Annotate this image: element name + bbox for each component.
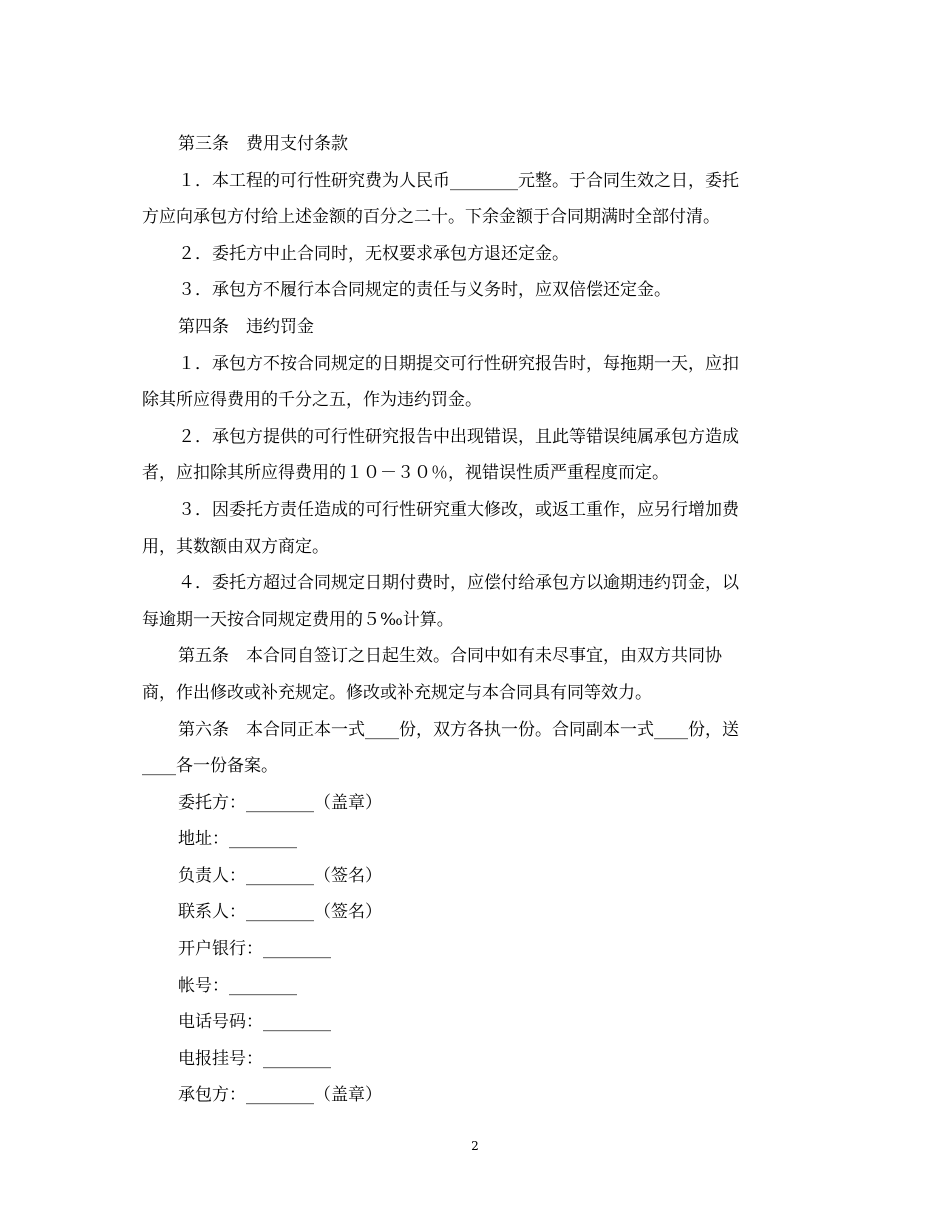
text-line: ２．委托方中止合同时，无权要求承包方退还定金。 xyxy=(178,243,569,264)
text-line: ３．因委托方责任造成的可行性研究重大修改，或返工重作，应另行增加费 xyxy=(178,499,739,520)
text-line: 者，应扣除其所应得费用的１０－３０％，视错误性质严重程度而定。 xyxy=(142,463,669,484)
text-line: 开户银行：________ xyxy=(178,939,331,960)
text-line: ２．承包方提供的可行性研究报告中出现错误，且此等错误纯属承包方造成 xyxy=(178,426,739,447)
text-line: 商，作出修改或补充规定。修改或补充规定与本合同具有同等效力。 xyxy=(142,682,652,703)
text-line: 电报挂号：________ xyxy=(178,1048,331,1069)
text-line: 负责人：________（签名） xyxy=(178,865,382,886)
text-line: 第四条 违约罚金 xyxy=(178,316,314,337)
text-line: １．承包方不按合同规定的日期提交可行性研究报告时，每拖期一天，应扣 xyxy=(178,353,739,374)
text-line: 第三条 费用支付条款 xyxy=(178,134,348,154)
text-line: 方应向承包方付给上述金额的百分之二十。下余金额于合同期满时全部付清。 xyxy=(142,207,720,228)
text-line: 第五条 本合同自签订之日起生效。合同中如有未尽事宜，由双方共同协 xyxy=(178,646,722,667)
text-line: 帐号：________ xyxy=(178,975,297,996)
text-line: 承包方：________（盖章） xyxy=(178,1085,382,1106)
text-line: ____各一份备案。 xyxy=(142,756,278,777)
document-body xyxy=(142,126,802,1114)
text-line: 联系人：________（签名） xyxy=(178,902,382,923)
page-number: 2 xyxy=(471,1139,479,1153)
text-line: 委托方：________（盖章） xyxy=(178,792,382,813)
text-line: 电话号码：________ xyxy=(178,1012,331,1033)
text-line: 每逾期一天按合同规定费用的５‰计算。 xyxy=(142,609,454,630)
text-line: 用，其数额由双方商定。 xyxy=(142,536,329,557)
text-line: ４．委托方超过合同规定日期付费时，应偿付给承包方以逾期违约罚金，以 xyxy=(178,573,739,594)
text-line: 第六条 本合同正本一式____份，双方各执一份。合同副本一式____份，送 xyxy=(178,719,739,740)
text-line: １．本工程的可行性研究费为人民币________元整。于合同生效之日，委托 xyxy=(178,170,739,191)
text-line: 地址：________ xyxy=(178,829,297,850)
text-line: 除其所应得费用的千分之五，作为违约罚金。 xyxy=(142,390,482,411)
text-line: ３．承包方不履行本合同规定的责任与义务时，应双倍偿还定金。 xyxy=(178,280,671,301)
